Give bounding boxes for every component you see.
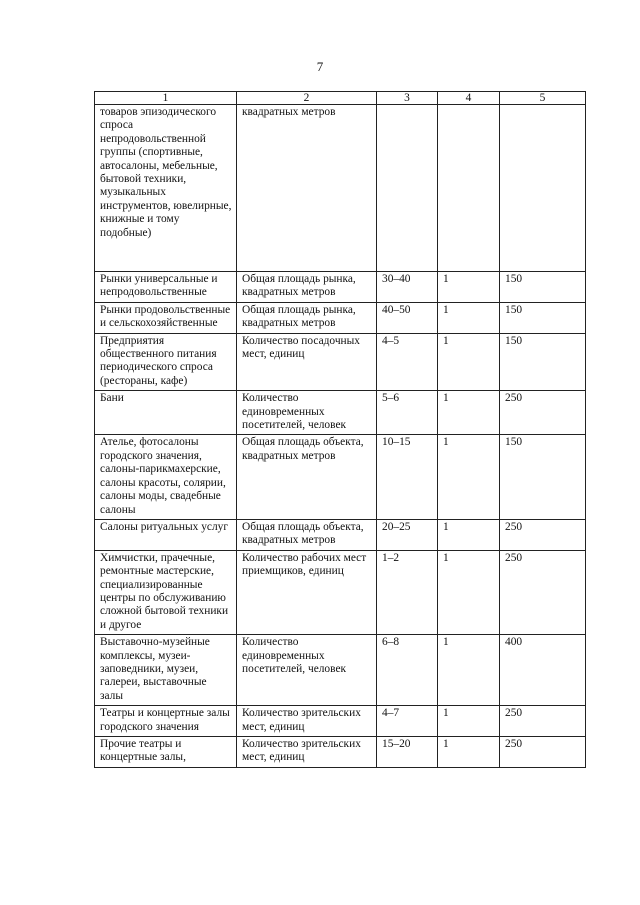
- table-row: [95, 550, 586, 634]
- norm-range-cell: [377, 105, 438, 272]
- value-cell: 400: [500, 635, 586, 706]
- places-cell: 1: [438, 635, 500, 706]
- object-type-cell: Театры и концертные залы городского значения: [95, 706, 237, 737]
- unit-cell: Количество единовременных посетителей, человек: [237, 635, 377, 706]
- places-cell: 1: [438, 737, 500, 768]
- unit-cell: Общая площадь объекта, квадратных метров: [237, 435, 377, 519]
- object-type-cell: Прочие театры и концертные залы,: [95, 737, 237, 768]
- places-cell: [438, 105, 500, 272]
- table-row: [95, 737, 586, 768]
- column-header: 4: [438, 92, 500, 105]
- column-header: 2: [237, 92, 377, 105]
- places-cell: 1: [438, 272, 500, 303]
- norm-range-cell: 5–6: [377, 391, 438, 435]
- object-type-cell: Выставочно-музейные комплексы, музеи-заповедники, музеи, галереи, выставочные залы: [95, 635, 237, 706]
- unit-cell: Общая площадь объекта, квадратных метров: [237, 519, 377, 550]
- norm-range-cell: 6–8: [377, 635, 438, 706]
- unit-cell: Общая площадь рынка, квадратных метров: [237, 272, 377, 303]
- table-row: [95, 391, 586, 435]
- unit-cell: Количество посадочных мест, единиц: [237, 333, 377, 391]
- value-cell: 250: [500, 550, 586, 634]
- table-row: [95, 302, 586, 333]
- object-type-cell: Химчистки, прачечные, ремонтные мастерские, специализированные центры по обслуживанию сложной бытовой техники и другое: [95, 550, 237, 634]
- norm-range-cell: 30–40: [377, 272, 438, 303]
- page-number: 7: [316, 59, 324, 74]
- object-type-cell: Ателье, фотосалоны городского значения, салоны-парикмахерские, салоны красоты, солярии, салоны моды, свадебные салоны: [95, 435, 237, 519]
- column-header: 5: [500, 92, 586, 105]
- value-cell: 150: [500, 333, 586, 391]
- parking-norms-table: [94, 91, 586, 768]
- unit-cell: Количество единовременных посетителей, человек: [237, 391, 377, 435]
- value-cell: 250: [500, 519, 586, 550]
- value-cell: 150: [500, 302, 586, 333]
- norm-range-cell: 40–50: [377, 302, 438, 333]
- places-cell: 1: [438, 391, 500, 435]
- unit-cell: Количество рабочих мест приемщиков, единиц: [237, 550, 377, 634]
- table-row: [95, 105, 586, 272]
- unit-cell: Количество зрительских мест, единиц: [237, 737, 377, 768]
- value-cell: 150: [500, 435, 586, 519]
- value-cell: [500, 105, 586, 272]
- table-header-row: [95, 92, 586, 105]
- table-row: [95, 272, 586, 303]
- places-cell: 1: [438, 333, 500, 391]
- places-cell: 1: [438, 550, 500, 634]
- column-header: 3: [377, 92, 438, 105]
- places-cell: 1: [438, 519, 500, 550]
- value-cell: 250: [500, 391, 586, 435]
- places-cell: 1: [438, 302, 500, 333]
- norm-range-cell: 4–5: [377, 333, 438, 391]
- table-row: [95, 435, 586, 519]
- norm-range-cell: 15–20: [377, 737, 438, 768]
- norm-range-cell: 1–2: [377, 550, 438, 634]
- places-cell: 1: [438, 706, 500, 737]
- norm-range-cell: 4–7: [377, 706, 438, 737]
- norm-range-cell: 10–15: [377, 435, 438, 519]
- table-row: [95, 519, 586, 550]
- unit-cell: Общая площадь рынка, квадратных метров: [237, 302, 377, 333]
- object-type-cell: товаров эпизодического спроса непродовольственной группы (спортивные, автосалоны, мебельные, бытовой техники, музыкальных инструментов, ювелирные, книжные и тому подобные): [95, 105, 237, 272]
- object-type-cell: Предприятия общественного питания периодического спроса (рестораны, кафе): [95, 333, 237, 391]
- unit-cell: Количество зрительских мест, единиц: [237, 706, 377, 737]
- table-row: [95, 635, 586, 706]
- table-row: [95, 706, 586, 737]
- table-row: [95, 333, 586, 391]
- norm-range-cell: 20–25: [377, 519, 438, 550]
- value-cell: 250: [500, 706, 586, 737]
- unit-cell: квадратных метров: [237, 105, 377, 272]
- column-header: 1: [95, 92, 237, 105]
- object-type-cell: Рынки продовольственные и сельскохозяйственные: [95, 302, 237, 333]
- object-type-cell: Бани: [95, 391, 237, 435]
- object-type-cell: Салоны ритуальных услуг: [95, 519, 237, 550]
- value-cell: 150: [500, 272, 586, 303]
- places-cell: 1: [438, 435, 500, 519]
- value-cell: 250: [500, 737, 586, 768]
- object-type-cell: Рынки универсальные и непродовольственные: [95, 272, 237, 303]
